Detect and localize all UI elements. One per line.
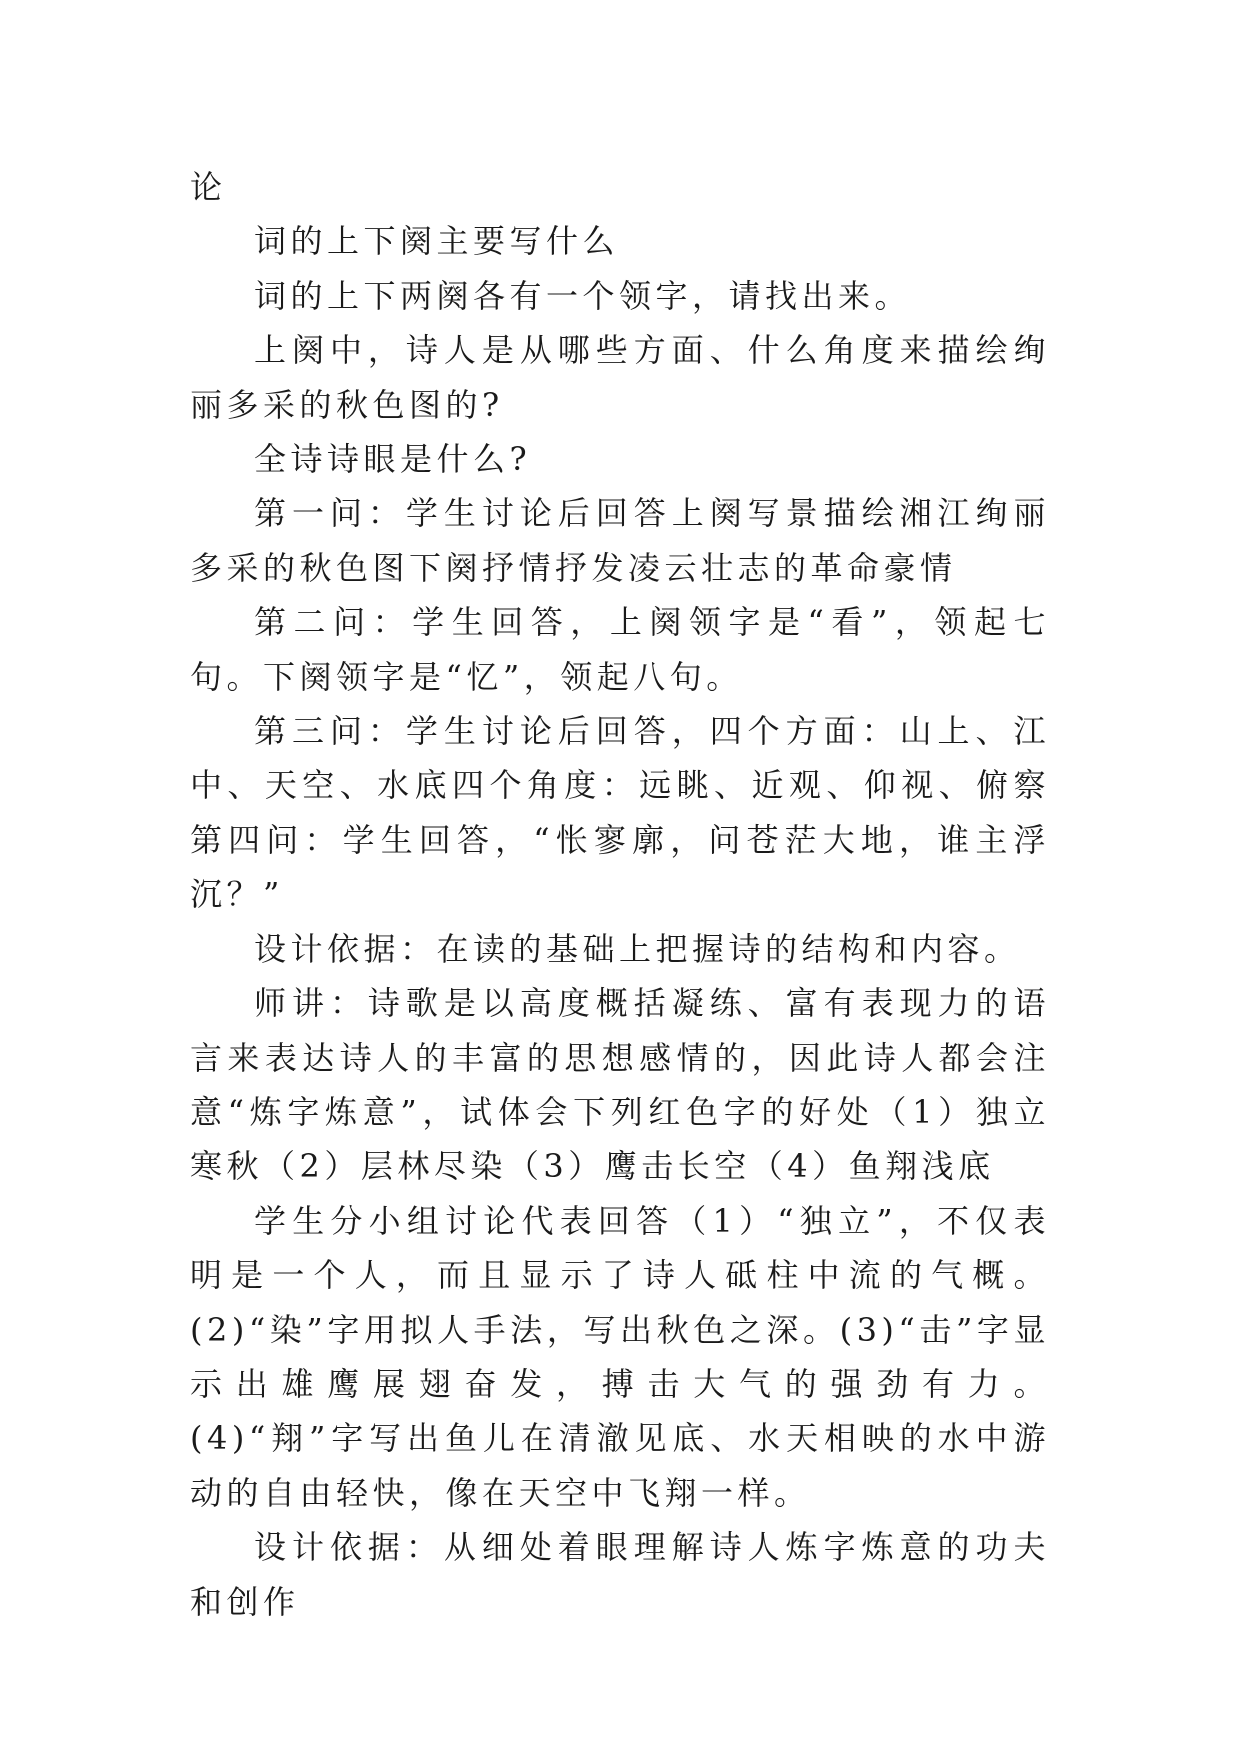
paragraph-answer-2: 第二问：学生回答，上阕领字是“看”，领起七句。下阕领字是“忆”，领起八句。 bbox=[190, 603, 1050, 696]
paragraph-design-basis-2: 设计依据：从细处着眼理解诗人炼字炼意的功夫和创作 bbox=[190, 1528, 1050, 1621]
body-text bbox=[190, 160, 1050, 1629]
paragraph-question-3: 上阕中，诗人是从哪些方面、什么角度来描绘绚丽多采的秋色图的? bbox=[190, 331, 1050, 424]
paragraph-answer-1: 第一问：学生讨论后回答上阕写景描绘湘江绚丽多采的秋色图下阕抒情抒发凌云壮志的革命豪情 bbox=[190, 494, 1050, 587]
paragraph-question-4: 全诗诗眼是什么? bbox=[254, 440, 532, 479]
paragraph-question-1: 词的上下阕主要写什么 bbox=[254, 222, 620, 261]
paragraph-answer-3-4: 第三问：学生讨论后回答，四个方面：山上、江中、天空、水底四个角度：远眺、近观、仰视、俯察第四问：学生回答，“怅寥廓，问苍茫大地，谁主浮沉？” bbox=[190, 712, 1050, 914]
paragraph-teacher-explanation: 师讲：诗歌是以高度概括凝练、富有表现力的语言来表达诗人的丰富的思想感情的，因此诗人都会注意“炼字炼意”，试体会下列红色字的好处（1）独立寒秋（2）层林尽染（3）鹰击长空（4）鱼翔浅底 bbox=[190, 984, 1050, 1186]
paragraph-student-group-answer: 学生分小组讨论代表回答（1）“独立”，不仅表明是一个人，而且显示了诗人砥柱中流的气概。(2)“染”字用拟人手法，写出秋色之深。(3)“击”字显示出雄鹰展翅奋发，搏击大气的强劲有力。(4)“翔”字写出鱼儿在清澈见底、水天相映的水中游动的自由轻快，像在天空中飞翔一样。 bbox=[190, 1201, 1050, 1512]
paragraph-question-2: 词的上下两阕各有一个领字，请找出来。 bbox=[254, 276, 912, 315]
paragraph-continuation: 论 bbox=[190, 168, 227, 206]
paragraph-design-basis-1: 设计依据：在读的基础上把握诗的结构和内容。 bbox=[254, 929, 1021, 968]
